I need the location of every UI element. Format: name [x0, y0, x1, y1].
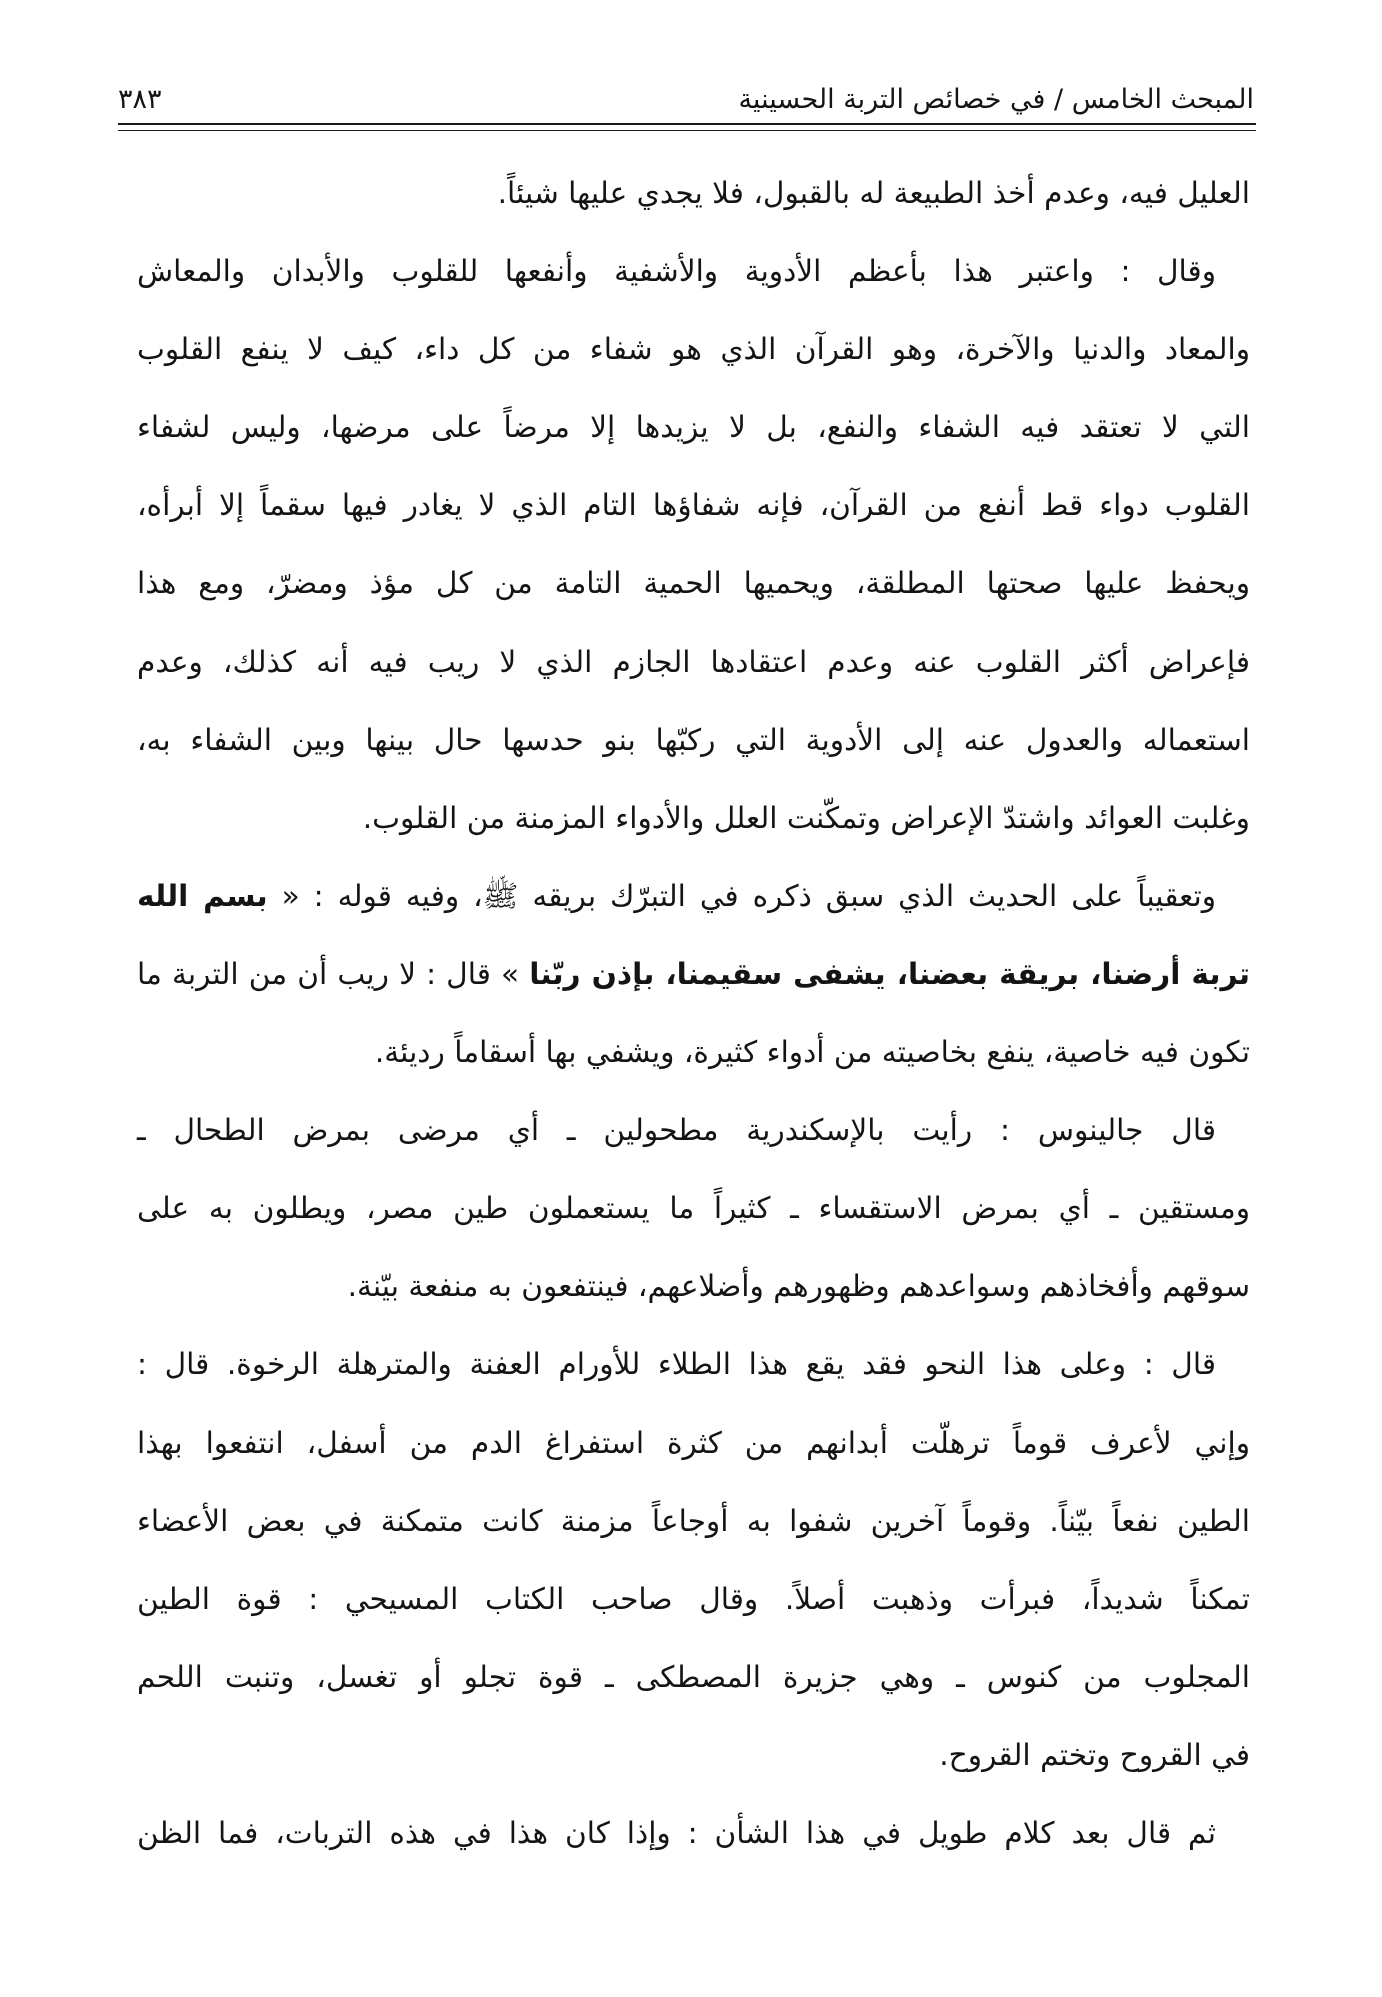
text-line [137, 154, 1250, 232]
text-line [137, 1013, 1250, 1091]
line-text: التي لا تعتقد فيه الشفاء والنفع، بل لا يزيدها إلا مرضاً على مرضها، وليس لشفاء [137, 410, 1250, 445]
text-line [137, 466, 1250, 544]
line-text: وقال : واعتبر هذا بأعظم الأدوية والأشفية وأنفعها للقلوب والأبدان والمعاش [137, 254, 1216, 289]
text-normal: وتعقيباً على الحديث الذي سبق ذكره في التبرّك بريقه ﷺ، وفيه قوله : « [267, 878, 1216, 913]
paragraph [137, 1794, 1250, 1872]
line-text: القلوب دواء قط أنفع من القرآن، فإنه شفاؤها التام الذي لا يغادر فيها سقماً إلا أبرأه، [137, 488, 1250, 523]
paragraph [137, 1091, 1250, 1325]
paragraph [137, 857, 1250, 1091]
paragraph [137, 154, 1250, 232]
text-line [137, 1560, 1250, 1638]
text-line [137, 388, 1250, 466]
text-line [137, 1169, 1250, 1247]
text-line [137, 1794, 1250, 1872]
text-line [137, 1404, 1250, 1482]
text-line [137, 1325, 1250, 1403]
line-text: ثم قال بعد كلام طويل في هذا الشأن : وإذا كان هذا في هذه التربات، فما الظن [137, 1815, 1216, 1850]
text-line [137, 935, 1250, 1013]
text-line [137, 623, 1250, 701]
text-line [137, 310, 1250, 388]
line-text: استعماله والعدول عنه إلى الأدوية التي ركبّها بنو حدسها حال بينها وبين الشفاء به، [137, 722, 1250, 757]
line-text: تمكناً شديداً، فبرأت وذهبت أصلاً. وقال صاحب الكتاب المسيحي : قوة الطين [137, 1581, 1250, 1616]
text-bold: تربة أرضنا، بريقة بعضنا، يشفى سقيمنا، بإذن ربّنا [529, 956, 1250, 991]
header-rule [118, 123, 1256, 131]
text-normal: » قال : لا ريب أن من التربة ما [137, 956, 530, 991]
text-line [137, 1482, 1250, 1560]
text-line [137, 1638, 1250, 1716]
text-line [137, 1716, 1250, 1794]
line-text [137, 935, 1250, 1013]
line-text: ويحفظ عليها صحتها المطلقة، ويحميها الحمية التامة من كل مؤذ ومضرّ، ومع هذا [137, 566, 1250, 601]
text-line [137, 857, 1250, 935]
line-text: المجلوب من كنوس ـ وهي جزيرة المصطكى ـ قوة تجلو أو تغسل، وتنبت اللحم [137, 1659, 1250, 1694]
line-text: قال جالينوس : رأيت بالإسكندرية مطحولين ـ أي مرضى بمرض الطحال ـ [137, 1113, 1216, 1148]
paragraph [137, 1325, 1250, 1794]
header-title: المبحث الخامس / في خصائص التربة الحسينية [738, 84, 1254, 115]
line-text: وإني لأعرف قوماً ترهلّت أبدانهم من كثرة استفراغ الدم من أسفل، انتفعوا بهذا [137, 1425, 1250, 1460]
line-text: في القروح وتختم القروح. [939, 1737, 1250, 1772]
line-text: ومستقين ـ أي بمرض الاستقساء ـ كثيراً ما يستعملون طين مصر، ويطلون به على [137, 1191, 1250, 1226]
text-line [137, 779, 1250, 857]
text-bold: بسم الله [137, 878, 268, 913]
line-text: والمعاد والدنيا والآخرة، وهو القرآن الذي هو شفاء من كل داء، كيف لا ينفع القلوب [137, 332, 1250, 367]
text-line [137, 1247, 1250, 1325]
line-text: قال : وعلى هذا النحو فقد يقع هذا الطلاء للأورام العفنة والمترهلة الرخوة. قال : [137, 1347, 1216, 1382]
line-text: الطين نفعاً بيّناً. وقوماً آخرين شفوا به أوجاعاً مزمنة كانت متمكنة في بعض الأعضاء [137, 1503, 1250, 1538]
text-line [137, 701, 1250, 779]
body-text [137, 154, 1250, 1872]
text-line [137, 232, 1250, 310]
line-text: العليل فيه، وعدم أخذ الطبيعة له بالقبول، فلا يجدي عليها شيئاً. [497, 176, 1250, 210]
line-text: سوقهم وأفخاذهم وسواعدهم وظهورهم وأضلاعهم، فينتفعون به منفعة بيّنة. [347, 1269, 1250, 1304]
paragraph [137, 232, 1250, 857]
page-number: ٣٨٣ [118, 84, 162, 115]
line-text: وغلبت العوائد واشتدّ الإعراض وتمكّنت العلل والأدواء المزمنة من القلوب. [362, 800, 1250, 835]
line-text: فإعراض أكثر القلوب عنه وعدم اعتقادها الجازم الذي لا ريب فيه أنه كذلك، وعدم [137, 644, 1250, 679]
running-header [118, 78, 1254, 122]
line-text [137, 857, 1216, 935]
text-line [137, 544, 1250, 622]
text-line [137, 1091, 1250, 1169]
line-text: تكون فيه خاصية، ينفع بخاصيته من أدواء كثيرة، ويشفي بها أسقاماً رديئة. [374, 1035, 1250, 1070]
